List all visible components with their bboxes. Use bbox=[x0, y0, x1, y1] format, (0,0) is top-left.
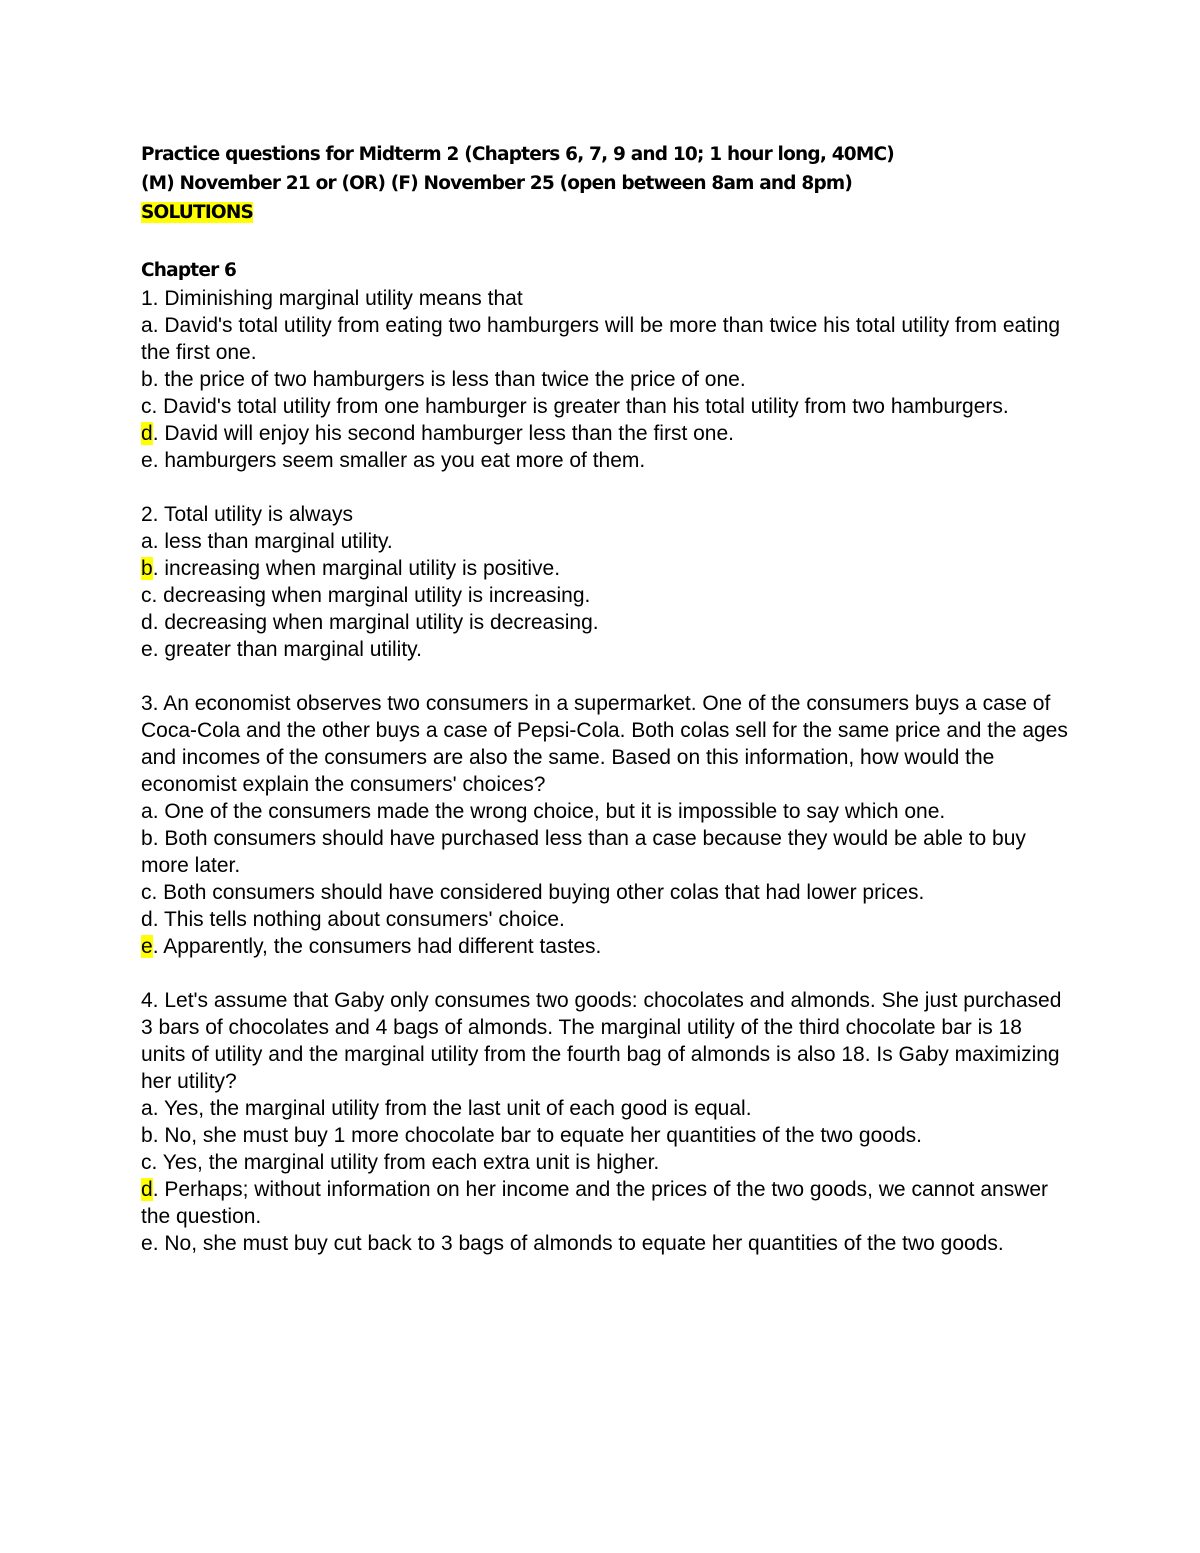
answer-option bbox=[141, 555, 1071, 582]
option-text: . David's total utility from eating two hamburgers will be more than twice his total utility from eating the first one. bbox=[141, 314, 1061, 364]
option-letter: d bbox=[141, 611, 153, 634]
option-letter: a bbox=[141, 1097, 153, 1120]
option-text: . hamburgers seem smaller as you eat more of them. bbox=[152, 449, 646, 472]
option-text: . less than marginal utility. bbox=[152, 530, 393, 553]
answer-option bbox=[141, 528, 1071, 555]
option-text: . No, she must buy cut back to 3 bags of almonds to equate her quantities of the two goods. bbox=[152, 1232, 1004, 1255]
question-list bbox=[141, 285, 1071, 1257]
option-text: . This tells nothing about consumers' choice. bbox=[152, 908, 565, 931]
option-letter: d bbox=[141, 908, 153, 931]
correct-answer-letter: b bbox=[141, 557, 153, 580]
option-text: . Perhaps; without information on her income and the prices of the two goods, we cannot answer the question. bbox=[141, 1178, 1049, 1228]
correct-answer-letter: e bbox=[141, 935, 153, 958]
option-text: . increasing when marginal utility is positive. bbox=[152, 557, 561, 580]
answer-option bbox=[141, 879, 1071, 906]
solutions-label-row bbox=[141, 198, 1071, 227]
answer-option bbox=[141, 582, 1071, 609]
option-text: . Both consumers should have considered buying other colas that had lower prices. bbox=[151, 881, 925, 904]
question-stem: 1. Diminishing marginal utility means that bbox=[141, 287, 523, 310]
question-1 bbox=[141, 285, 1071, 474]
question-stem: 3. An economist observes two consumers in a supermarket. One of the consumers buys a case of Coca-Cola and the other buys a case of Pepsi-Cola. Both colas sell for the same price and the ages and incomes of the consumers are also the same. Based on this information, how would the economist explain the consumers' choices? bbox=[141, 692, 1068, 796]
document-title: Practice questions for Midterm 2 (Chapters 6, 7, 9 and 10; 1 hour long, 40MC) bbox=[141, 144, 894, 165]
option-letter: e bbox=[141, 449, 153, 472]
question-4 bbox=[141, 987, 1071, 1257]
option-text: . the price of two hamburgers is less than twice the price of one. bbox=[152, 368, 746, 391]
answer-option bbox=[141, 636, 1071, 663]
answer-option bbox=[141, 609, 1071, 636]
option-letter: c bbox=[141, 1151, 152, 1174]
option-letter: b bbox=[141, 827, 153, 850]
answer-option bbox=[141, 1149, 1071, 1176]
option-text: . Both consumers should have purchased less than a case because they would be able to buy more later. bbox=[141, 827, 1026, 877]
option-text: . greater than marginal utility. bbox=[152, 638, 422, 661]
option-text: . David's total utility from one hamburger is greater than his total utility from two hamburgers. bbox=[151, 395, 1009, 418]
answer-option bbox=[141, 798, 1071, 825]
option-text: . Apparently, the consumers had different tastes. bbox=[152, 935, 602, 958]
option-letter: c bbox=[141, 584, 152, 607]
option-text: . Yes, the marginal utility from the last unit of each good is equal. bbox=[152, 1097, 752, 1120]
option-letter: e bbox=[141, 638, 153, 661]
option-letter: c bbox=[141, 881, 152, 904]
question-stem: 2. Total utility is always bbox=[141, 503, 354, 526]
answer-option bbox=[141, 420, 1071, 447]
exam-dates: (M) November 21 or (OR) (F) November 25 (open between 8am and 8pm) bbox=[141, 173, 853, 194]
question-3 bbox=[141, 690, 1071, 960]
option-letter: b bbox=[141, 1124, 153, 1147]
document-page bbox=[141, 140, 1071, 1284]
answer-option bbox=[141, 825, 1071, 879]
option-text: . No, she must buy 1 more chocolate bar to equate her quantities of the two goods. bbox=[152, 1124, 922, 1147]
answer-option bbox=[141, 312, 1071, 366]
answer-option bbox=[141, 1176, 1071, 1230]
spacer bbox=[141, 227, 1071, 256]
answer-option bbox=[141, 1230, 1071, 1257]
answer-option bbox=[141, 933, 1071, 960]
correct-answer-letter: d bbox=[141, 1178, 153, 1201]
answer-option bbox=[141, 447, 1071, 474]
option-text: . decreasing when marginal utility is decreasing. bbox=[152, 611, 599, 634]
chapter-heading: Chapter 6 bbox=[141, 260, 237, 281]
option-text: . decreasing when marginal utility is increasing. bbox=[151, 584, 591, 607]
option-letter: a bbox=[141, 314, 153, 337]
answer-option bbox=[141, 366, 1071, 393]
option-text: . David will enjoy his second hamburger less than the first one. bbox=[152, 422, 734, 445]
option-letter: e bbox=[141, 1232, 153, 1255]
option-text: . Yes, the marginal utility from each extra unit is higher. bbox=[151, 1151, 660, 1174]
correct-answer-letter: d bbox=[141, 422, 153, 445]
answer-option bbox=[141, 393, 1071, 420]
option-letter: c bbox=[141, 395, 152, 418]
question-2 bbox=[141, 501, 1071, 663]
answer-option bbox=[141, 1095, 1071, 1122]
option-letter: a bbox=[141, 530, 153, 553]
answer-option bbox=[141, 1122, 1071, 1149]
question-stem: 4. Let's assume that Gaby only consumes two goods: chocolates and almonds. She just purchased 3 bars of chocolates and 4 bags of almonds. The marginal utility of the third chocolate bar is 18 units of utility and the marginal utility from the fourth bag of almonds is also 18. Is Gaby maximizing her utility? bbox=[141, 989, 1062, 1093]
option-text: . One of the consumers made the wrong choice, but it is impossible to say which one. bbox=[152, 800, 946, 823]
option-letter: b bbox=[141, 368, 153, 391]
option-letter: a bbox=[141, 800, 153, 823]
answer-option bbox=[141, 906, 1071, 933]
solutions-label: SOLUTIONS bbox=[141, 202, 254, 223]
